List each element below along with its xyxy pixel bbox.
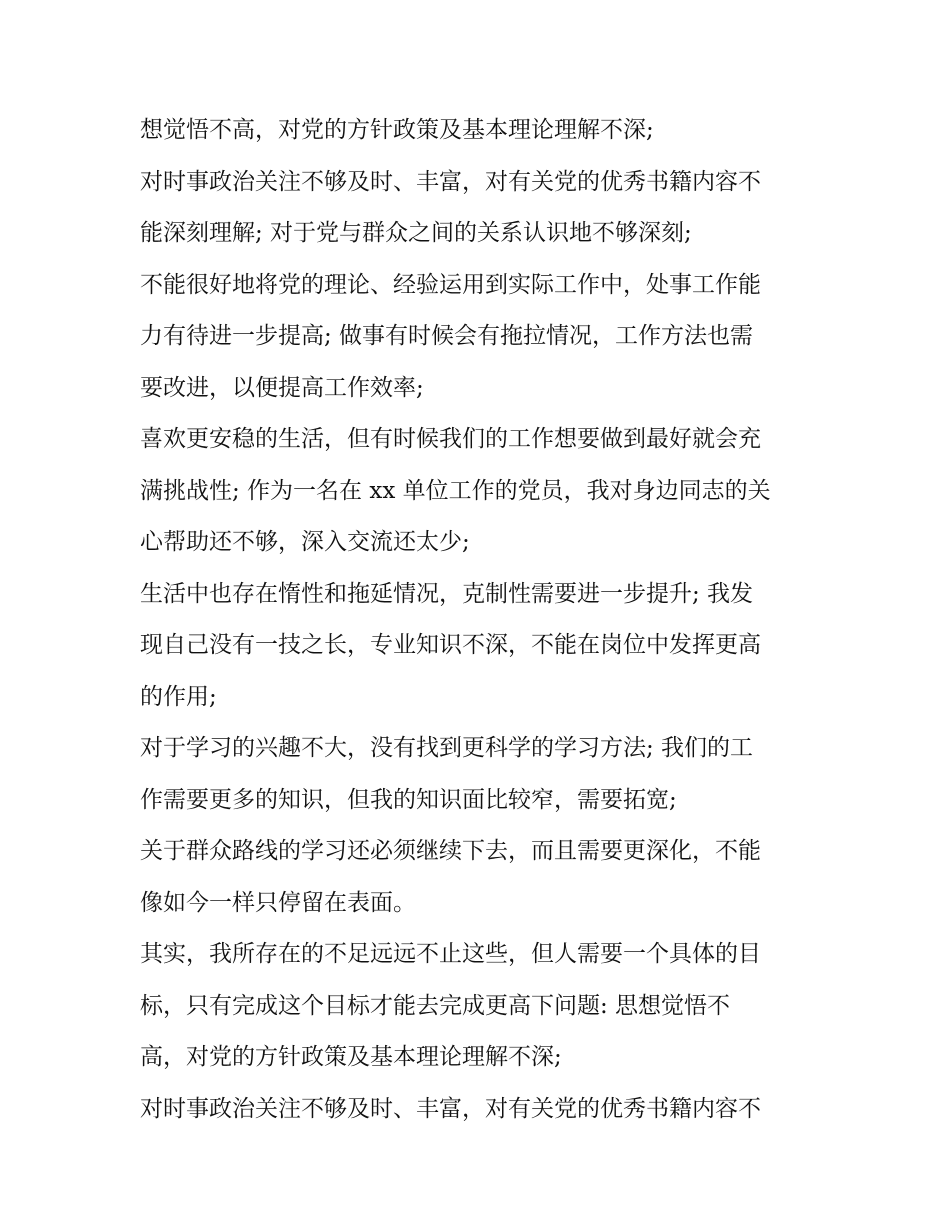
text-line: 的作用; bbox=[140, 683, 217, 710]
text-line: 作需要更多的知识，但我的知识面比较窄，需要拓宽; bbox=[140, 786, 677, 813]
document-body bbox=[140, 105, 820, 1135]
text-line: 生活中也存在惰性和拖延情况，克制性需要进一步提升; 我发 bbox=[140, 580, 754, 607]
text-line: 心帮助还不够，深入交流还太少; bbox=[140, 529, 470, 555]
text-line: 高，对党的方针政策及基本理论理解不深; bbox=[140, 1044, 562, 1070]
text-line: 关于群众路线的学习还必须继续下去，而且需要更深化，不能 bbox=[140, 838, 761, 864]
text-line: 对时事政治关注不够及时、丰富，对有关党的优秀书籍内容不 bbox=[140, 168, 761, 195]
text-line: 不能很好地将党的理论、经验运用到实际工作中，处事工作能 bbox=[140, 271, 761, 298]
text-line: 满挑战性; 作为一名在 xx 单位工作的党员，我对身边同志的关 bbox=[140, 477, 771, 504]
text-line: 现自己没有一技之长，专业知识不深，不能在岗位中发挥更高 bbox=[140, 632, 761, 658]
text-line: 要改进，以便提高工作效率; bbox=[140, 374, 424, 401]
text-line: 力有待进一步提高; 做事有时候会有拖拉情况，工作方法也需 bbox=[140, 323, 754, 349]
text-line: 对于学习的兴趣不大，没有找到更科学的学习方法; 我们的工 bbox=[140, 735, 754, 761]
text-line: 对时事政治关注不够及时、丰富，对有关党的优秀书籍内容不 bbox=[140, 1095, 761, 1122]
text-line: 能深刻理解; 对于党与群众之间的关系认识地不够深刻; bbox=[140, 220, 692, 246]
text-line: 标，只有完成这个目标才能去完成更高下问题: 思想觉悟不 bbox=[140, 992, 731, 1019]
text-line: 喜欢更安稳的生活，但有时候我们的工作想要做到最好就会充 bbox=[140, 426, 761, 452]
text-line: 想觉悟不高，对党的方针政策及基本理论理解不深; bbox=[140, 117, 654, 143]
text-line: 其实，我所存在的不足远远不止这些，但人需要一个具体的目 bbox=[140, 941, 761, 967]
text-line: 像如今一样只停留在表面。 bbox=[140, 889, 416, 916]
